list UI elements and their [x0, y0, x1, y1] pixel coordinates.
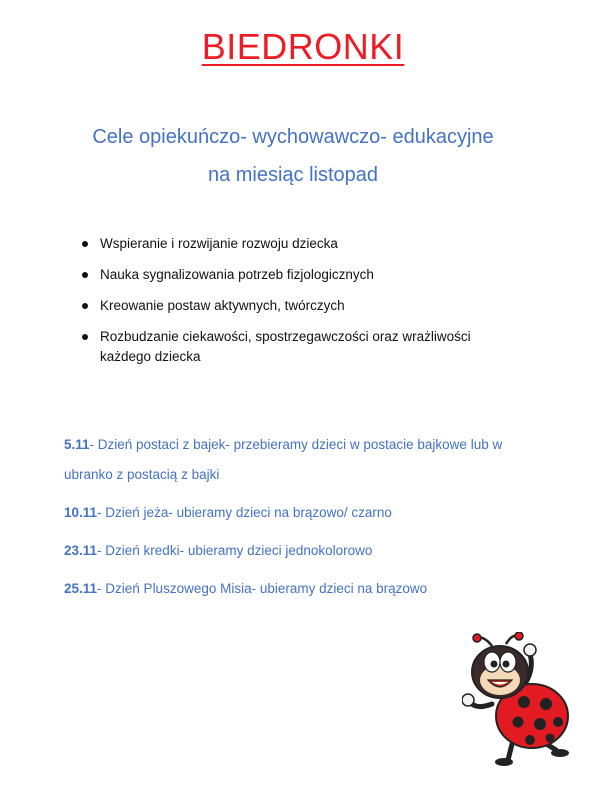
event-item [64, 536, 544, 566]
goals-list [78, 234, 518, 378]
event-item [64, 574, 544, 604]
event-date: 25.11 [64, 581, 98, 596]
event-date: 5.11 [64, 437, 90, 452]
goal-item: Wspieranie i rozwijanie rozwoju dziecka [78, 234, 518, 254]
event-text: - Dzień Pluszowego Misia- ubieramy dzieci na brązowo [97, 581, 428, 596]
event-item [64, 430, 544, 490]
event-text: - Dzień postaci z bajek- przebieramy dzieci w postacie bajkowe lub w ubranko z postacią z bajki [64, 437, 503, 482]
event-text: - Dzień kredki- ubieramy dzieci jednokolorowo [97, 543, 373, 558]
events-list [64, 430, 544, 612]
subtitle-line-1: Cele opiekuńczo- wychowawczo- edukacyjne [92, 126, 494, 148]
ladybug-icon [462, 632, 577, 767]
event-item [64, 498, 544, 528]
event-text: - Dzień jeża- ubieramy dzieci na brązowo/ czarno [97, 505, 392, 520]
goal-item: Nauka sygnalizowania potrzeb fizjologicznych [78, 265, 518, 285]
goal-item: Rozbudzanie ciekawości, spostrzegawczości oraz wrażliwości każdego dziecka [78, 327, 518, 367]
event-date: 10.11 [64, 505, 98, 520]
page-title: BIEDRONKI [201, 26, 405, 67]
subtitle-line-2: na miesiąc listopad [207, 164, 379, 186]
goal-item: Kreowanie postaw aktywnych, twórczych [78, 296, 518, 316]
event-date: 23.11 [64, 543, 98, 558]
